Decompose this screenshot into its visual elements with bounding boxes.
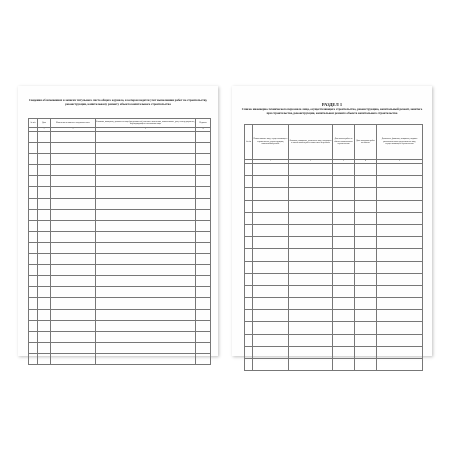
table-row: [29, 287, 211, 298]
table-cell: [333, 176, 355, 188]
table-cell: [96, 298, 196, 309]
table-cell: [96, 353, 196, 364]
table-cell: [333, 237, 355, 249]
table-cell: [38, 342, 51, 353]
column-header: Наименование лица, осуществляющего строительство, реконструкцию, капитальный ремонт: [253, 125, 289, 160]
table-row: [245, 224, 423, 236]
column-header: Дата: [38, 119, 51, 128]
table-row: [29, 331, 211, 342]
table-cell: [38, 331, 51, 342]
column-header: Фамилия, инициалы, должность лица (представителя), внесшего изменения, наименование, дата, номер документа, подтверждающего полномочия лица: [96, 119, 196, 128]
table-cell: [253, 249, 289, 261]
table-cell: [245, 298, 253, 310]
table-cell: [253, 285, 289, 297]
table-cell: [355, 334, 377, 346]
table-cell: [38, 209, 51, 220]
column-number: 3: [333, 160, 355, 164]
table-cell: [355, 359, 377, 371]
table-cell: [253, 298, 289, 310]
table-cell: [96, 331, 196, 342]
table-cell: [29, 132, 38, 143]
table-cell: [289, 310, 333, 322]
table-cell: [51, 165, 96, 176]
table-cell: [355, 346, 377, 358]
table-cell: [245, 285, 253, 297]
table-cell: [38, 231, 51, 242]
table-cell: [333, 285, 355, 297]
table-cell: [289, 322, 333, 334]
table-cell: [355, 285, 377, 297]
column-header: Подпись: [196, 119, 211, 128]
left-page-title: Сведения об изменениях в записях титульного листа общего журнала, в котором ведется учет выполнения работ по строительству, реконструкции, капитальному ремонту объекта капитального строительства: [28, 98, 208, 106]
table-cell: [38, 320, 51, 331]
table-cell: [38, 187, 51, 198]
table-cell: [377, 359, 423, 371]
table-cell: [51, 298, 96, 309]
table-row: [245, 285, 423, 297]
table-cell: [38, 242, 51, 253]
table-cell: [377, 346, 423, 358]
table-cell: [38, 198, 51, 209]
table-cell: [289, 285, 333, 297]
table-row: [29, 276, 211, 287]
table-cell: [38, 143, 51, 154]
table-cell: [196, 287, 211, 298]
table-cell: [38, 287, 51, 298]
table-cell: [377, 261, 423, 273]
table-cell: [253, 334, 289, 346]
table-row: [29, 132, 211, 143]
table-row: [29, 143, 211, 154]
column-number: 4: [355, 160, 377, 164]
table-cell: [29, 220, 38, 231]
table-cell: [196, 331, 211, 342]
table-cell: [38, 298, 51, 309]
table-cell: [253, 346, 289, 358]
table-cell: [29, 254, 38, 265]
column-header: Фамилия, инициалы, должность лица, входящего в список инженерно-технического персонала: [289, 125, 333, 160]
table-cell: [196, 254, 211, 265]
table-cell: [333, 298, 355, 310]
table-cell: [289, 176, 333, 188]
table-cell: [289, 298, 333, 310]
table-row: [245, 261, 423, 273]
table-cell: [196, 176, 211, 187]
table-cell: [289, 273, 333, 285]
table-cell: [245, 224, 253, 236]
table-cell: [333, 310, 355, 322]
table-cell: [51, 176, 96, 187]
table-cell: [96, 320, 196, 331]
table-cell: [96, 154, 196, 165]
table-cell: [29, 265, 38, 276]
table-cell: [38, 220, 51, 231]
table-row: [245, 249, 423, 261]
table-cell: [96, 198, 196, 209]
table-cell: [245, 310, 253, 322]
table-cell: [38, 353, 51, 364]
column-number: 4: [196, 128, 211, 132]
table-cell: [29, 198, 38, 209]
table-cell: [333, 164, 355, 176]
table-cell: [51, 198, 96, 209]
table-cell: [377, 285, 423, 297]
table-cell: [253, 310, 289, 322]
table-cell: [196, 154, 211, 165]
table-cell: [355, 310, 377, 322]
table-cell: [196, 187, 211, 198]
column-header: Должность, фамилия, инициалы, подпись уполномоченного представителя лица, осуществляющего строительство: [377, 125, 423, 160]
table-cell: [245, 334, 253, 346]
table-row: [29, 342, 211, 353]
table-cell: [355, 200, 377, 212]
table-cell: [289, 224, 333, 236]
table-cell: [196, 320, 211, 331]
table-cell: [196, 209, 211, 220]
table-row: [29, 165, 211, 176]
column-number: 1: [38, 128, 51, 132]
table-cell: [377, 212, 423, 224]
table-row: [29, 198, 211, 209]
table-cell: [289, 212, 333, 224]
table-cell: [29, 353, 38, 364]
table-cell: [253, 237, 289, 249]
table-cell: [377, 188, 423, 200]
table-cell: [333, 261, 355, 273]
table-cell: [38, 132, 51, 143]
table-cell: [333, 273, 355, 285]
table-cell: [96, 220, 196, 231]
table-cell: [289, 200, 333, 212]
table-cell: [245, 212, 253, 224]
table-cell: [38, 265, 51, 276]
personnel-table: [244, 124, 423, 371]
table-cell: [38, 176, 51, 187]
table-cell: [51, 143, 96, 154]
table-cell: [29, 165, 38, 176]
journal-spread: [18, 86, 432, 356]
right-page-title: Список инженерно-технического персонала лица, осуществляющего строительство, реконструкцию, капитальный ремонт, занятого при строительстве, реконструкции, капитальном ремонте объекта капитального строительства: [241, 107, 423, 115]
table-row: [29, 154, 211, 165]
column-header: Дата окончания работ на объекте: [355, 125, 377, 160]
table-cell: [355, 273, 377, 285]
table-cell: [196, 265, 211, 276]
table-cell: [245, 188, 253, 200]
table-cell: [253, 212, 289, 224]
table-cell: [29, 143, 38, 154]
table-cell: [38, 165, 51, 176]
table-cell: [96, 254, 196, 265]
table-row: [245, 334, 423, 346]
table-cell: [196, 231, 211, 242]
table-cell: [377, 164, 423, 176]
table-cell: [245, 273, 253, 285]
table-cell: [289, 164, 333, 176]
table-cell: [96, 176, 196, 187]
table-cell: [333, 346, 355, 358]
table-row: [245, 298, 423, 310]
table-cell: [51, 254, 96, 265]
table-cell: [51, 154, 96, 165]
column-header: Изменения в записях в титульном листе: [51, 119, 96, 128]
table-cell: [96, 265, 196, 276]
table-cell: [377, 200, 423, 212]
table-cell: [245, 200, 253, 212]
table-cell: [96, 187, 196, 198]
table-cell: [96, 309, 196, 320]
table-row: [29, 309, 211, 320]
table-row: [29, 298, 211, 309]
table-cell: [253, 200, 289, 212]
table-cell: [51, 231, 96, 242]
table-cell: [245, 237, 253, 249]
changes-table: [28, 118, 211, 365]
table-row: [29, 187, 211, 198]
table-cell: [377, 298, 423, 310]
column-header: № п/п: [29, 119, 38, 128]
table-cell: [38, 254, 51, 265]
table-cell: [51, 320, 96, 331]
table-cell: [253, 188, 289, 200]
table-cell: [333, 359, 355, 371]
table-row: [29, 353, 211, 364]
table-cell: [38, 309, 51, 320]
table-row: [245, 273, 423, 285]
table-cell: [51, 209, 96, 220]
table-row: [29, 176, 211, 187]
table-cell: [96, 143, 196, 154]
table-cell: [289, 249, 333, 261]
table-cell: [289, 346, 333, 358]
table-cell: [51, 353, 96, 364]
table-cell: [333, 200, 355, 212]
table-cell: [333, 249, 355, 261]
table-cell: [196, 165, 211, 176]
table-cell: [355, 249, 377, 261]
table-cell: [29, 187, 38, 198]
table-cell: [253, 261, 289, 273]
table-row: [245, 164, 423, 176]
table-cell: [196, 132, 211, 143]
table-cell: [96, 209, 196, 220]
table-row: [245, 359, 423, 371]
table-cell: [29, 298, 38, 309]
table-cell: [51, 342, 96, 353]
table-cell: [245, 346, 253, 358]
table-cell: [96, 287, 196, 298]
table-cell: [355, 237, 377, 249]
column-number: 5: [377, 160, 423, 164]
table-cell: [51, 187, 96, 198]
table-row: [29, 231, 211, 242]
table-cell: [196, 342, 211, 353]
table-cell: [377, 249, 423, 261]
table-cell: [245, 249, 253, 261]
table-cell: [51, 265, 96, 276]
table-cell: [355, 298, 377, 310]
table-cell: [29, 309, 38, 320]
table-cell: [51, 309, 96, 320]
table-cell: [245, 261, 253, 273]
table-row: [245, 188, 423, 200]
table-cell: [29, 154, 38, 165]
table-row: [29, 265, 211, 276]
column-header: № п/п: [245, 125, 253, 160]
table-cell: [38, 276, 51, 287]
table-cell: [355, 322, 377, 334]
table-cell: [51, 287, 96, 298]
table-cell: [377, 224, 423, 236]
table-cell: [96, 132, 196, 143]
section-heading: РАЗДЕЛ 1: [321, 102, 343, 107]
table-cell: [29, 242, 38, 253]
column-number: 1: [253, 160, 289, 164]
table-cell: [333, 212, 355, 224]
table-cell: [51, 276, 96, 287]
table-cell: [196, 143, 211, 154]
table-cell: [29, 209, 38, 220]
table-cell: [96, 276, 196, 287]
table-cell: [289, 261, 333, 273]
table-cell: [289, 188, 333, 200]
table-cell: [253, 164, 289, 176]
table-cell: [29, 342, 38, 353]
left-page: [18, 86, 218, 356]
table-row: [245, 212, 423, 224]
table-cell: [333, 322, 355, 334]
right-page: [232, 86, 432, 356]
table-cell: [355, 164, 377, 176]
table-cell: [196, 220, 211, 231]
table-cell: [196, 276, 211, 287]
table-cell: [196, 298, 211, 309]
table-cell: [355, 261, 377, 273]
column-header: Дата начала работ на объекте капитального строительства: [333, 125, 355, 160]
table-row: [245, 176, 423, 188]
column-number: 2: [289, 160, 333, 164]
table-cell: [253, 359, 289, 371]
table-cell: [253, 273, 289, 285]
table-cell: [51, 242, 96, 253]
table-row: [245, 310, 423, 322]
table-cell: [196, 242, 211, 253]
column-number: 3: [96, 128, 196, 132]
table-cell: [355, 224, 377, 236]
table-cell: [289, 334, 333, 346]
table-row: [29, 320, 211, 331]
table-cell: [29, 231, 38, 242]
table-cell: [51, 220, 96, 231]
table-cell: [245, 359, 253, 371]
table-cell: [245, 164, 253, 176]
table-cell: [289, 359, 333, 371]
table-cell: [333, 334, 355, 346]
table-cell: [333, 188, 355, 200]
table-cell: [253, 224, 289, 236]
table-cell: [29, 320, 38, 331]
table-cell: [29, 287, 38, 298]
table-cell: [29, 276, 38, 287]
table-row: [29, 242, 211, 253]
table-cell: [51, 331, 96, 342]
table-cell: [355, 212, 377, 224]
table-row: [29, 209, 211, 220]
table-cell: [38, 154, 51, 165]
table-cell: [377, 322, 423, 334]
table-cell: [245, 176, 253, 188]
column-number: 2: [51, 128, 96, 132]
table-row: [29, 220, 211, 231]
table-cell: [245, 322, 253, 334]
table-row: [245, 200, 423, 212]
table-cell: [377, 334, 423, 346]
table-row: [245, 322, 423, 334]
table-row: [245, 237, 423, 249]
table-cell: [29, 176, 38, 187]
table-cell: [377, 237, 423, 249]
table-cell: [196, 198, 211, 209]
table-row: [245, 346, 423, 358]
table-cell: [96, 242, 196, 253]
table-row: [29, 254, 211, 265]
table-cell: [253, 176, 289, 188]
table-cell: [96, 231, 196, 242]
table-cell: [377, 273, 423, 285]
table-cell: [96, 342, 196, 353]
table-cell: [253, 322, 289, 334]
table-cell: [96, 165, 196, 176]
table-cell: [29, 331, 38, 342]
table-cell: [355, 176, 377, 188]
table-cell: [51, 132, 96, 143]
table-cell: [289, 237, 333, 249]
table-cell: [333, 224, 355, 236]
table-cell: [196, 353, 211, 364]
table-cell: [377, 310, 423, 322]
table-cell: [377, 176, 423, 188]
table-cell: [196, 309, 211, 320]
table-cell: [355, 188, 377, 200]
